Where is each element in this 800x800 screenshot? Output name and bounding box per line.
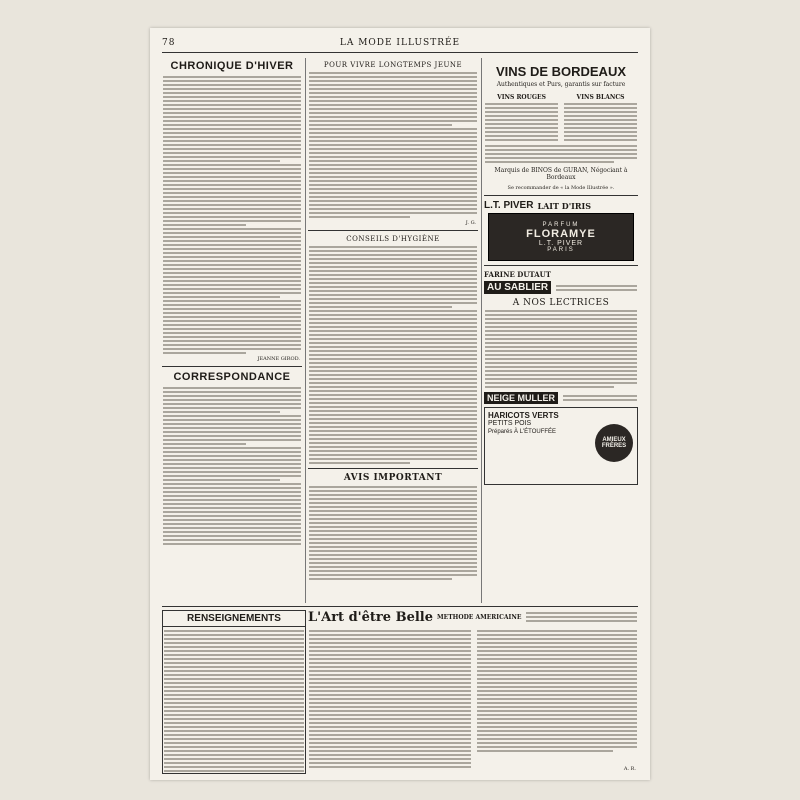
column-divider <box>481 58 482 603</box>
vins-subtitle: Authentiques et Purs, garantis sur facture <box>496 81 626 88</box>
haricots-ad <box>484 407 638 485</box>
longtemps-heading: POUR VIVRE LONGTEMPS JEUNE <box>323 61 463 69</box>
section-rule <box>308 230 478 231</box>
column-left <box>162 58 302 603</box>
vins-terms <box>484 145 638 163</box>
longtemps-signature: J. G. <box>465 220 476 226</box>
wine-price-lists <box>484 94 638 143</box>
farine-ad: FARINE DUTAUT <box>484 270 551 279</box>
header-rule <box>162 52 638 53</box>
page-header <box>162 38 638 52</box>
avis-heading: AVIS IMPORTANT <box>343 473 443 483</box>
section-rule <box>308 468 478 469</box>
bottom-rule <box>162 606 638 607</box>
white-wine-list <box>563 94 638 143</box>
haricots-line-3: Préparés À L'ÉTOUFFÉE <box>488 429 557 435</box>
column-right <box>484 58 638 603</box>
neige-ad <box>484 392 638 404</box>
page-number: 78 <box>162 38 176 48</box>
neige-brand: NEIGE MULLER <box>484 392 558 404</box>
chronique-heading: CHRONIQUE D'HIVER <box>170 60 294 72</box>
piver-ad <box>484 200 638 211</box>
flora-city: PARIS <box>547 246 575 253</box>
sablier-brand: AU SABLIER <box>484 281 551 294</box>
renseignements-continued-1 <box>308 628 472 772</box>
renseignements-heading: RENSEIGNEMENTS <box>163 613 305 627</box>
hygiene-heading: CONSEILS D'HYGIÈNE <box>346 235 440 243</box>
section-rule <box>484 195 638 196</box>
haricots-line-1: HARICOTS VERTS <box>488 411 559 420</box>
amieux-logo: AMIEUX FRÈRES <box>595 424 633 462</box>
chronique-signature: JEANNE GIROD. <box>257 356 300 362</box>
avis-body <box>308 486 478 580</box>
haricots-line-2: PETITS POIS <box>488 420 532 427</box>
magazine-page <box>150 28 650 780</box>
wine-merchant: Marquis de BINOS de GURAN, Négociant à Bordeaux <box>494 167 628 181</box>
sablier-ad <box>484 281 638 294</box>
section-rule <box>484 265 638 266</box>
renseignements-signature: A. R. <box>623 766 636 772</box>
vins-heading: VINS DE BORDEAUX <box>495 64 627 79</box>
merchant-note: Se recommander de « la Mode Illustrée ». <box>507 185 615 191</box>
column-divider <box>305 58 306 603</box>
red-wine-list <box>484 94 559 143</box>
renseignements-body <box>163 630 305 772</box>
lectrices-heading: A NOS LECTRICES <box>512 298 610 308</box>
renseignements-box <box>162 610 306 774</box>
floramye-ad <box>488 213 634 261</box>
flora-parfum: PARFUM <box>542 221 580 228</box>
correspondance-heading: CORRESPONDANCE <box>173 371 291 383</box>
chronique-body <box>162 76 302 354</box>
lait-iris: LAIT D'IRIS <box>537 200 592 211</box>
white-wine-heading: VINS BLANCS <box>576 94 625 101</box>
flora-name: FLORAMYE <box>526 227 596 240</box>
correspondance-body <box>162 387 302 545</box>
renseignements-continued-2 <box>476 628 638 772</box>
longtemps-body <box>308 72 478 218</box>
belle-ad <box>308 608 638 626</box>
lectrices-body <box>484 310 638 388</box>
hygiene-body <box>308 246 478 464</box>
section-rule <box>162 366 302 367</box>
column-middle <box>308 58 478 603</box>
red-wine-heading: VINS ROUGES <box>497 94 546 101</box>
piver-brand: L.T. PIVER <box>484 200 534 211</box>
methode-label: METHODE AMERICAINE <box>437 613 522 621</box>
flora-maker: L.T. PIVER <box>538 239 584 247</box>
publication-title: LA MODE ILLUSTRÉE <box>339 38 461 48</box>
belle-title: L'Art d'être Belle <box>308 609 433 625</box>
